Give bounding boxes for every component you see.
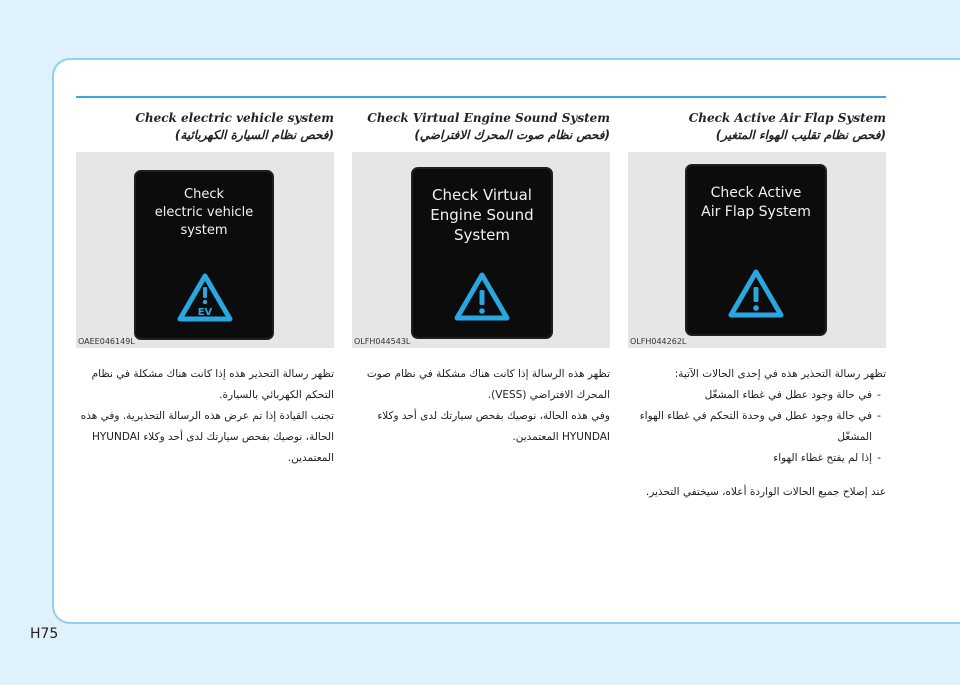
intro-text: تظهر رسالة التحذير هذه في إحدى الحالات الآتية: [674, 368, 886, 380]
page-number: H75 [30, 626, 59, 642]
list-item: - في حالة وجود عطل في وحدة التحكم في غطاء الهواء المشغّل [639, 410, 881, 443]
section-title-ar: (فحص نظام تقليب الهواء المتغير) [715, 128, 886, 142]
ev-label: EV [197, 307, 213, 318]
figure-code: OAEE046149L [78, 337, 135, 346]
top-rule [76, 96, 886, 98]
paragraph: تظهر رسالة التحذير هذه إذا كانت هناك مشكلة في نظام التحكم الكهربائي بالسيارة. [91, 368, 334, 401]
display-message: Check Virtual Engine Sound System [430, 186, 534, 244]
warning-triangle-icon [727, 268, 785, 320]
display-message: Check electric vehicle system [154, 187, 254, 238]
section-electric-vehicle [76, 110, 334, 470]
section-body [352, 364, 610, 448]
list-item: - في حالة وجود عطل في غطاء المشغّل [704, 389, 881, 401]
warning-triangle-icon [453, 271, 511, 323]
section-air-flap [628, 110, 886, 498]
cluster-display [134, 170, 274, 340]
paragraph: وفي هذه الحالة، نوصيك بفحص سيارتك لدى أحد وكلاء HYUNDAI المعتمدين. [377, 410, 610, 443]
section-title-en: Check electric vehicle system [135, 111, 334, 125]
section-body [76, 364, 334, 469]
list-item: - إذا لم يفتح غطاء الهواء [773, 452, 881, 464]
figure-code: OLFH044543L [354, 337, 411, 346]
display-message: Check Active Air Flap System [701, 185, 811, 220]
section-virtual-engine-sound [352, 110, 610, 470]
figure-code: OLFH044262L [630, 337, 687, 346]
section-body [628, 364, 886, 503]
ev-warning-icon [176, 272, 234, 324]
section-title-ar: (فحص نظام صوت المحرك الافتراضي) [414, 128, 610, 142]
cluster-display [685, 164, 827, 336]
section-title-en: Check Active Air Flap System [688, 111, 886, 125]
figure-panel [628, 152, 886, 348]
section-title-ar: (فحص نظام السيارة الكهربائية) [174, 128, 334, 142]
paragraph: تظهر هذه الرسالة إذا كانت هناك مشكلة في نظام صوت المحرك الافتراضي (VESS). [366, 368, 610, 401]
figure-panel [76, 152, 334, 348]
figure-panel [352, 152, 610, 348]
cluster-display [411, 167, 553, 339]
paragraph: تجنب القيادة إذا تم عرض هذه الرسالة التحذيرية. وفي هذه الحالة، نوصيك بفحص سيارتك لدى أحد وكلاء HYUNDAI المعتمدين. [80, 410, 334, 464]
section-title-en: Check Virtual Engine Sound System [367, 111, 610, 125]
note-text: عند إصلاح جميع الحالات الواردة أعلاه، سيختفي التحذير. [645, 486, 886, 498]
